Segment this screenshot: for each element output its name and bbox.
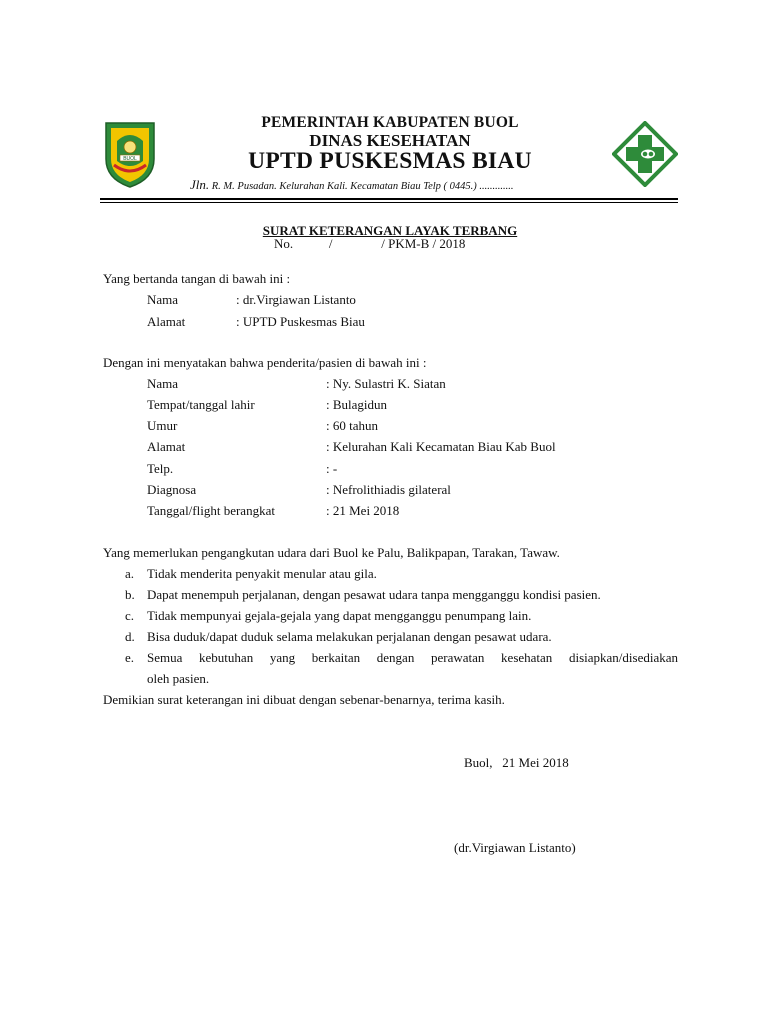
patient-age-label: Umur bbox=[147, 418, 178, 433]
closing-text: Demikian surat keterangan ini dibuat dengan sebenar-benarnya, terima kasih. bbox=[103, 692, 505, 707]
intro-text: Yang bertanda tangan di bawah ini : bbox=[103, 271, 291, 286]
institution-name: UPTD PUSKESMAS BIAU bbox=[248, 148, 532, 174]
condition-text-a: Tidak menderita penyakit menular atau gila. bbox=[147, 566, 377, 581]
condition-text-e-continued: oleh pasien. bbox=[147, 671, 210, 686]
statement-text: Dengan ini menyatakan bahwa penderita/pasien di bawah ini : bbox=[103, 355, 427, 370]
condition-text-d: Bisa duduk/dapat duduk selama melakukan perjalanan dengan pesawat udara. bbox=[147, 629, 552, 644]
place-date: Buol, 21 Mei 2018 bbox=[464, 755, 569, 770]
patient-birth-label: Tempat/tanggal lahir bbox=[147, 397, 255, 412]
department-name: DINAS KESEHATAN bbox=[309, 131, 471, 150]
patient-age-value: : 60 tahun bbox=[326, 418, 378, 433]
condition-text-c: Tidak mempunyai gejala-gejala yang dapat mengganggu penumpang lain. bbox=[147, 608, 532, 623]
condition-letter-e: e. bbox=[125, 650, 135, 665]
condition-text-b: Dapat menempuh perjalanan, dengan pesawat udara tanpa mengganggu kondisi pasien. bbox=[147, 587, 601, 602]
patient-phone-label: Telp. bbox=[147, 461, 174, 476]
condition-letter-c: c. bbox=[125, 608, 135, 623]
header-divider-thick bbox=[100, 198, 678, 200]
condition-letter-d: d. bbox=[125, 629, 135, 644]
condition-text-e: Semua kebutuhan yang berkaitan dengan perawatan kesehatan disiapkan/disediakan bbox=[147, 650, 678, 665]
patient-flight-value: : 21 Mei 2018 bbox=[326, 503, 400, 518]
logo-text: BUOL bbox=[123, 156, 137, 162]
institution-address bbox=[190, 177, 514, 193]
signature-name: (dr.Virgiawan Listanto) bbox=[454, 840, 576, 855]
patient-diagnosis-value: : Nefrolithiadis gilateral bbox=[326, 482, 451, 497]
signer-address-label: Alamat bbox=[147, 314, 186, 329]
patient-address-label: Alamat bbox=[147, 439, 186, 454]
signer-address-value: : UPTD Puskesmas Biau bbox=[236, 314, 365, 329]
letter-number: No. / / PKM-B / 2018 bbox=[274, 236, 466, 251]
signer-name-label: Nama bbox=[147, 292, 179, 307]
patient-address-value: : Kelurahan Kali Kecamatan Biau Kab Buol bbox=[326, 439, 556, 454]
letter-title: SURAT KETERANGAN LAYAK TERBANG bbox=[262, 223, 518, 238]
address-text: R. M. Pusadan. Kelurahan Kali. Kecamatan Biau Telp ( 0445.) ............. bbox=[211, 181, 514, 192]
government-name: PEMERINTAH KABUPATEN BUOL bbox=[261, 114, 519, 131]
patient-name-label: Nama bbox=[147, 376, 179, 391]
condition-letter-a: a. bbox=[125, 566, 135, 581]
transport-text: Yang memerlukan pengangkutan udara dari Buol ke Palu, Balikpapan, Tarakan, Tawaw. bbox=[103, 545, 560, 560]
condition-letter-b: b. bbox=[125, 587, 135, 602]
patient-phone-value: : - bbox=[326, 461, 338, 476]
patient-birth-value: : Bulagidun bbox=[326, 397, 388, 412]
address-prefix: Jln. bbox=[190, 177, 210, 192]
header-divider-thin bbox=[100, 202, 678, 203]
patient-name-value: : Ny. Sulastri K. Siatan bbox=[326, 376, 446, 391]
signer-name-value: : dr.Virgiawan Listanto bbox=[236, 292, 356, 307]
patient-flight-label: Tanggal/flight berangkat bbox=[147, 503, 275, 518]
patient-diagnosis-label: Diagnosa bbox=[147, 482, 197, 497]
